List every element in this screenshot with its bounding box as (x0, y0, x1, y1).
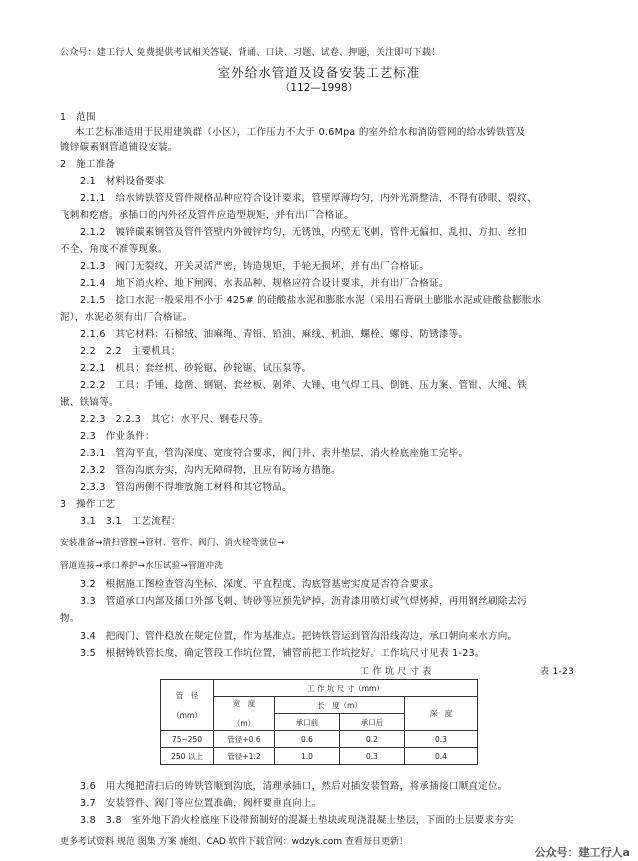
paragraph-line: 3.3 管道承口内部及插口外部飞刺、铸砂等应预先铲掉，沥青漆用喷灯或气焊烤掉，再用钢丝刷除去污 (80, 596, 528, 607)
cell-depth: 0.4 (405, 748, 478, 765)
cell-depth: 0.3 (405, 731, 478, 748)
paragraph-line: 2.2.1 机具：套丝机、砂轮锯、砂轮锯、试压泵等。 (80, 363, 312, 374)
cell-front: 0.6 (275, 731, 340, 748)
header-pipe-diameter: 管 径 (175, 690, 199, 700)
top-notice: 公众号：建工行人 免费提供考试相关答疑、背诵、口诀、习题、试卷、押题，关注即可下载！ (60, 48, 441, 58)
subsection-heading: 2.2 2.2 主要机具： (80, 346, 181, 357)
paragraph-line: 2.1.5 捻口水泥一般采用不小于 425# 的硅酸盐水泥和膨胀水泥（采用石膏矾土膨胀水泥或硅酸盐膨胀水 (80, 295, 542, 306)
document-subtitle: （112—1998） (279, 82, 359, 94)
table-row (161, 731, 478, 748)
table-header-cell (161, 680, 214, 731)
paragraph-line: 泥），水泥必须有出厂合格证。 (60, 312, 193, 323)
header-length: 长 度（m） (275, 697, 405, 714)
paragraph-line: 3.7 安装管件、阀门等应位置准确，阀杆要垂直向上。 (80, 798, 322, 809)
subsection-heading: 3.1 3.1 工艺流程： (80, 516, 181, 527)
header-depth: 深 度 (405, 697, 478, 731)
paragraph-line: 物。 (60, 613, 80, 624)
section-heading: 1 范围 (60, 112, 96, 123)
cell-front: 1.0 (275, 748, 340, 765)
process-flow-line: 安装准备→清扫管膛→管材、管件、阀门、消火栓等就位→ (60, 538, 285, 548)
watermark: 公众号：建工行人a (534, 846, 630, 859)
paragraph-line: 镀锌碳素钢管道铺设安装。 (60, 142, 178, 153)
document-title: 室外给水管道及设备安装工艺标准 (217, 65, 421, 80)
section-heading: 2 施工准备 (60, 159, 116, 170)
paragraph-line: 3.8 3.8 室外地下消火栓底座下设带预制好的混凝土垫块或现浇混凝土垫层，下面的土层要求夯实 (80, 815, 514, 826)
paragraph-line: 不全、角度不准等现象。 (60, 244, 168, 255)
paragraph-line: 飞刺和疙瘩。承插口的内外径及管件应造型规矩，并有出厂合格证。 (60, 210, 355, 221)
pit-size-table (160, 679, 478, 765)
paragraph-line: 2.1.4 地下消火栓、地下闸阀、水表品种、规格应符合设计要求，并有出厂合格证。 (80, 278, 449, 289)
paragraph-line: 2.3.2 管沟沟底夯实，沟内无障碍物，且应有防场方措施。 (80, 465, 341, 476)
cell-back: 0.2 (340, 731, 405, 748)
paragraph-line: 3.5 根据铸铁管长度，确定管段工作坑位置，铺管前把工作坑挖好。工作坑尺寸见表 1-23。 (80, 648, 485, 659)
footer-text: 更多考试资料 规范 图集 方案 施组、CAD 软件下载官网：wdzyk.com 查看每日更新！ (60, 837, 408, 847)
header-pipe-unit: （mm） (172, 710, 202, 720)
paragraph-line: 2.3.3 管沟两侧不得堆放施工材料和其它物品。 (80, 482, 292, 493)
paragraph-line: 3.6 用大绳把清扫后的铸铁管顺到沟底，清理承插口，然后对插安装管路，将承插接口顺直定位。 (80, 781, 508, 792)
cell-diameter: 250 以上 (161, 748, 214, 765)
paragraph-line: 2.1.2 镀锌碳素钢管及管件管壁内外镀锌均匀，无锈蚀，内壁无飞刺，管件无偏扣、乱扣、方扣、丝扣 (80, 227, 528, 238)
header-width: 宽 度 (232, 699, 256, 708)
paragraph-line: 2.1.3 阀门无裂纹，开关灵活严密，铸造规矩，手轮无损坏，并有出厂合格证。 (80, 261, 430, 272)
paragraph-line: 锹、铁镐等。 (60, 397, 119, 408)
table-number: 表 1-23 (540, 667, 575, 677)
header-front: 承口前 (275, 714, 340, 731)
header-back: 承口后 (340, 714, 405, 731)
paragraph-line: 2.3.1 管沟平直，管沟深度、宽度符合要求，阀门井、表井垫层，消火栓底座施工完毕。 (80, 448, 469, 459)
cell-width: 管径+0.6 (214, 731, 275, 748)
cell-back: 0.3 (340, 748, 405, 765)
table-row (161, 748, 478, 765)
header-width-unit: （m） (232, 719, 256, 728)
table-caption: 工 作 坑 尺 寸 表 (360, 667, 432, 677)
header-group: 工 作 坑 尺 寸（mm） (214, 680, 478, 697)
section-heading: 3 操作工艺 (60, 499, 116, 510)
paragraph-line: 2.2.3 2.2.3 其它：水平尺、钢卷尺等。 (80, 414, 269, 425)
process-flow-line: 管道连接→承口养护→水压试验→管道冲洗 (60, 561, 224, 571)
cell-width: 管径+1.2 (214, 748, 275, 765)
subsection-heading: 2.3 作业条件： (80, 431, 155, 442)
paragraph-line: 3.2 根据施工图检查管沟坐标、深度、平直程度、沟底管基密实度是否符合要求。 (80, 579, 440, 590)
paragraph-line: 2.1.6 其它材料：石棉绒、油麻绳、青铅、铅油、麻线、机油、螺栓、螺母、防锈漆等。 (80, 329, 469, 340)
paragraph-line: 2.2.2 工具：手锤、捻凿、钢锯、套丝板、剁斧、大锤、电气焊工具、倒链、压力案、管钳、大绳、铁 (80, 380, 528, 391)
table-header-cell (214, 697, 275, 731)
paragraph-line: 本工艺标准适用于民用建筑群（小区），工作压力不大于 0.6Mpa 的室外给水和消防管网的给水铸铁管及 (75, 127, 526, 138)
paragraph-line: 3.4 把阀门、管件稳放在规定位置，作为基准点。把铸铁管运到管沟沿线沟边，承口朝向来水方向。 (80, 631, 518, 642)
subsection-heading: 2.1 材料设备要求 (80, 176, 165, 187)
paragraph-line: 2.1.1 给水铸铁管及管件规格品种应符合设计要求，管壁厚薄均匀，内外光滑整洁，不得有砂眼、裂纹、 (80, 193, 537, 204)
cell-diameter: 75~250 (161, 731, 214, 748)
